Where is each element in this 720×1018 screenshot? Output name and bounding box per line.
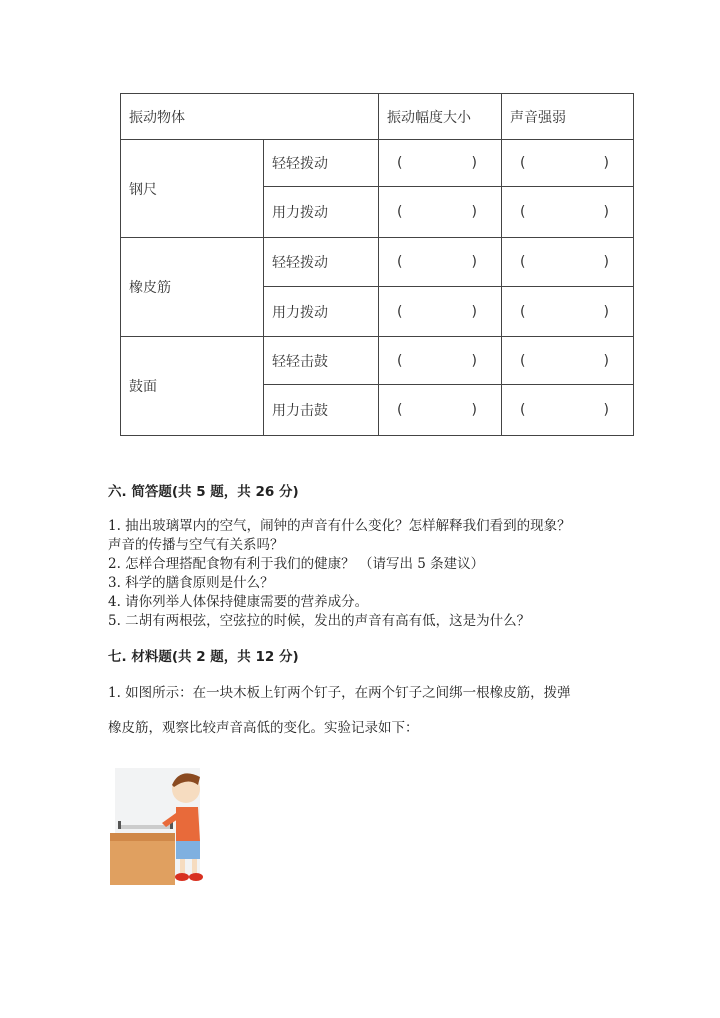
open-paren: ( xyxy=(397,204,403,220)
close-paren: ) xyxy=(603,254,609,270)
close-paren: ) xyxy=(603,352,609,369)
open-paren: ( xyxy=(520,352,526,369)
vol-answer-cell[interactable] xyxy=(502,385,634,436)
close-paren: ) xyxy=(471,352,477,369)
action-cell: 轻轻拨动 xyxy=(264,140,379,187)
open-paren: ( xyxy=(397,352,403,369)
q4: 4. 请你列举人体保持健康需要的营养成分。 xyxy=(108,594,369,610)
vol-answer-cell[interactable] xyxy=(502,287,634,337)
header-amplitude: 振动幅度大小 xyxy=(379,94,502,140)
amp-answer-cell[interactable] xyxy=(379,337,502,385)
object-cell: 鼓面 xyxy=(121,337,264,436)
action-cell: 用力拨动 xyxy=(264,187,379,238)
open-paren: ( xyxy=(520,402,526,418)
amp-answer-cell[interactable] xyxy=(379,385,502,436)
object-cell: 钢尺 xyxy=(121,140,264,238)
close-paren: ) xyxy=(471,402,477,418)
close-paren: ) xyxy=(603,155,609,171)
action-cell: 用力拨动 xyxy=(264,287,379,337)
q3: 3. 科学的膳食原则是什么？ xyxy=(108,575,274,591)
open-paren: ( xyxy=(397,155,403,171)
action-cell: 轻轻击鼓 xyxy=(264,337,379,385)
open-paren: ( xyxy=(397,303,403,320)
open-paren: ( xyxy=(520,254,526,270)
action-cell: 轻轻拨动 xyxy=(264,238,379,287)
amp-answer-cell[interactable] xyxy=(379,238,502,287)
q5: 5. 二胡有两根弦，空弦拉的时候，发出的声音有高有低，这是为什么？ xyxy=(108,613,531,629)
close-paren: ) xyxy=(471,204,477,220)
open-paren: ( xyxy=(520,155,526,171)
close-paren: ) xyxy=(471,155,477,171)
q2: 2. 怎样合理搭配食物有利于我们的健康？ （请写出 5 条建议） xyxy=(108,556,485,572)
close-paren: ) xyxy=(471,254,477,270)
table-row xyxy=(121,140,634,187)
open-paren: ( xyxy=(397,254,403,270)
header-object: 振动物体 xyxy=(121,94,379,140)
object-cell: 橡皮筋 xyxy=(121,238,264,337)
amp-answer-cell[interactable] xyxy=(379,140,502,187)
amp-answer-cell[interactable] xyxy=(379,187,502,238)
table-row xyxy=(121,238,634,287)
header-volume: 声音强弱 xyxy=(502,94,634,140)
table-row xyxy=(121,337,634,385)
vibration-table xyxy=(120,93,634,436)
boy-plucking-rubber-band-illustration xyxy=(110,763,205,885)
q1b: 声音的传播与空气有关系吗？ xyxy=(108,537,284,553)
amp-answer-cell[interactable] xyxy=(379,287,502,337)
section7-title: 七. 材料题(共 2 题，共 12 分) xyxy=(108,649,299,665)
open-paren: ( xyxy=(397,402,403,418)
m1a: 1. 如图所示：在一块木板上钉两个钉子，在两个钉子之间绑一根橡皮筋，拨弹 xyxy=(108,685,571,701)
close-paren: ) xyxy=(603,303,609,320)
vol-answer-cell[interactable] xyxy=(502,238,634,287)
action-cell: 用力击鼓 xyxy=(264,385,379,436)
open-paren: ( xyxy=(520,303,526,320)
m1b: 橡皮筋，观察比较声音高低的变化。实验记录如下： xyxy=(108,720,419,736)
close-paren: ) xyxy=(603,402,609,418)
section6-title: 六. 简答题(共 5 题，共 26 分) xyxy=(108,484,299,500)
q1a: 1. 抽出玻璃罩内的空气，闹钟的声音有什么变化？怎样解释我们看到的现象？ xyxy=(108,518,571,534)
vol-answer-cell[interactable] xyxy=(502,337,634,385)
vol-answer-cell[interactable] xyxy=(502,140,634,187)
open-paren: ( xyxy=(520,204,526,220)
close-paren: ) xyxy=(603,204,609,220)
close-paren: ) xyxy=(471,303,477,320)
vol-answer-cell[interactable] xyxy=(502,187,634,238)
